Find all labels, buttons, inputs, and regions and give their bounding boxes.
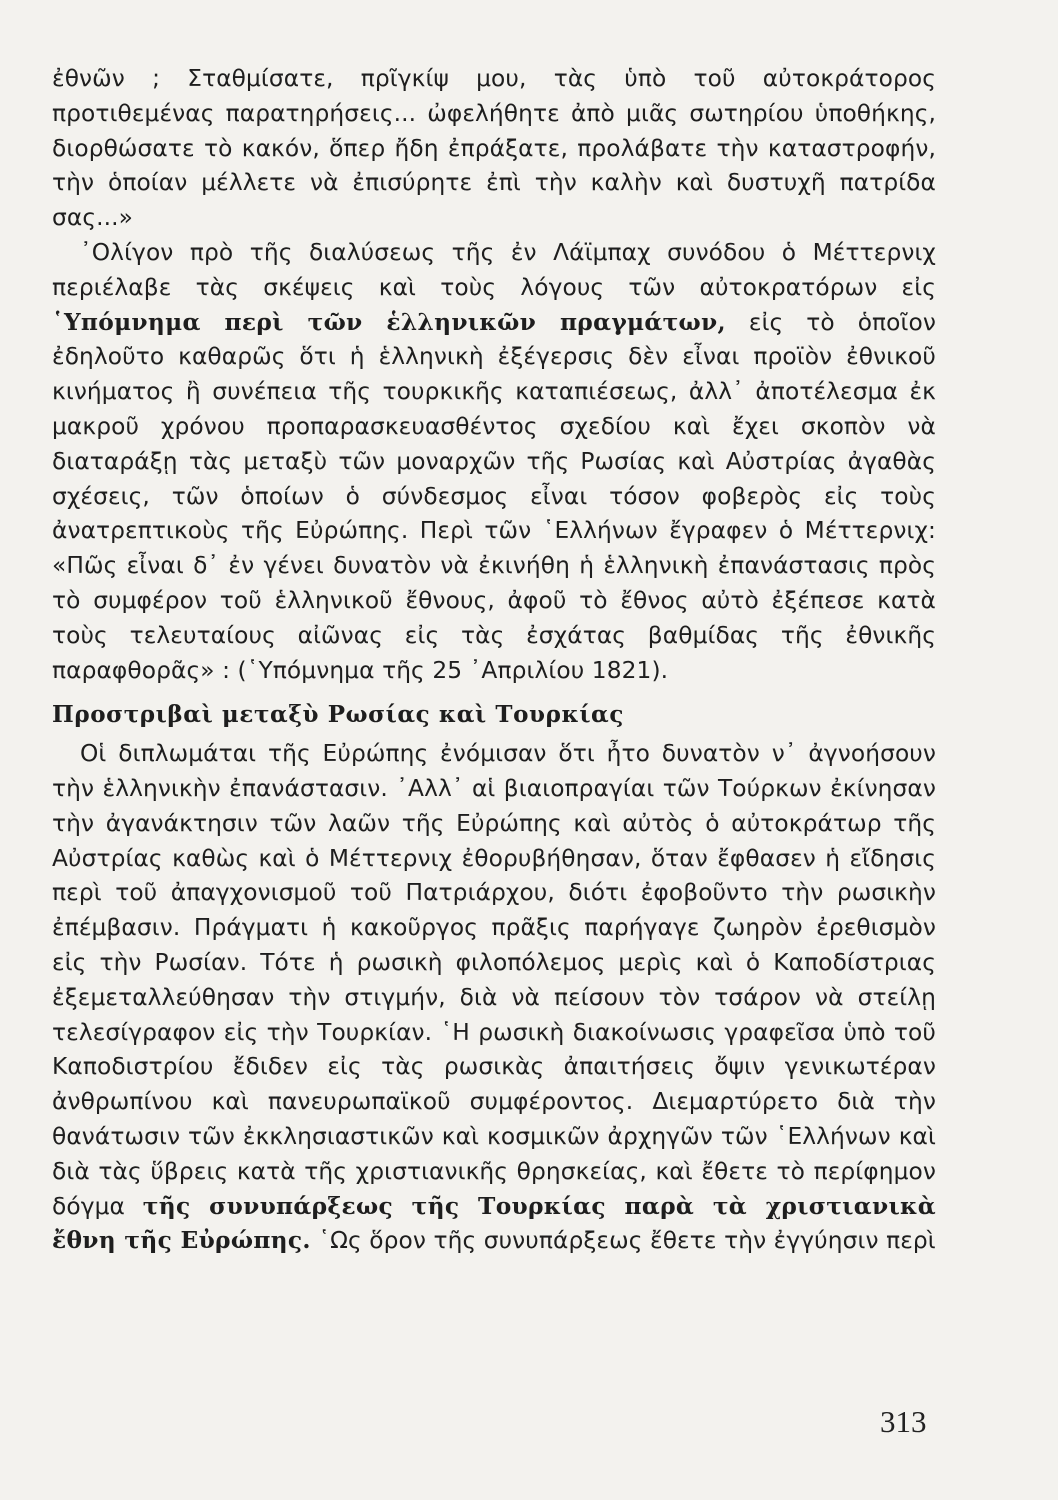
paragraph-2-text-b: εἰς τὸ ὁποῖον ἐδηλοῦτο καθαρῶς ὅτι ἡ ἑλληνικὴ ἐξέγερσις δὲν εἶναι προϊὸν ἐθνικοῦ κινήματος ἢ συνέπεια τῆς τουρκικῆς καταπιέσεως, ἀλλ᾿ ἀποτέλεσμα ἐκ μακροῦ χρόνου προπαρασκευασθέντος σχεδίου καὶ ἔχει σκοπὸν νὰ διαταράξῃ τὰς μεταξὺ τῶν μοναρχῶν τῆς Ρωσίας καὶ Αὐστρίας ἀγαθὰς σχέσεις, τῶν ὁποίων ὁ σύνδεσμος εἶναι τόσον φοβερὸς εἰς τοὺς ἀνατρεπτικοὺς τῆς Εὐρώπης. Περὶ τῶν ῾Ελλήνων ἔγραφεν ὁ Μέττερνιχ: «Πῶς εἶναι δ᾿ ἐν γένει δυνατὸν νὰ ἐκινήθη ἡ ἑλληνικὴ ἐπανάστασις πρὸς τὸ συμφέρον τοῦ ἑλληνικοῦ ἔθνους, ἀφοῦ τὸ ἔθνος αὐτὸ ἐξέπεσε κατὰ τοὺς τελευταίους αἰῶνας εἰς τὰς ἐσχάτας βαθμίδας τῆς ἐθνικῆς παραφθορᾶς» : (῾Υπόμνημα τῆς 25 ᾿Απριλίου 1821). bbox=[52, 308, 936, 684]
paragraph-3-text-b: ῾Ως ὅρον τῆς συνυπάρξεως ἔθετε τὴν ἐγγύησιν περὶ bbox=[310, 1227, 936, 1255]
paragraph-1: ἐθνῶν ; Σταθμίσατε, πρῖγκίψ μου, τὰς ὑπὸ τοῦ αὐτοκράτορος προτιθεμένας παρατηρήσεις... ὠφελήθητε ἀπὸ μιᾶς σωτηρίου ὑποθήκης, διορθώσατε τὸ κακόν, ὅπερ ἤδη ἐπράξατε, προλάβατε τὴν καταστροφήν, τὴν ὁποίαν μέλλετε νὰ ἐπισύρητε ἐπὶ τὴν καλὴν καὶ δυστυχῆ πατρίδα σας...» bbox=[52, 65, 936, 232]
page-body bbox=[52, 62, 936, 1259]
paragraph-2-text-a: ᾿Ολίγον πρὸ τῆς διαλύσεως τῆς ἐν Λάϊμπαχ συνόδου ὁ Μέττερνιχ περιέλαβε τὰς σκέψεις καὶ τοὺς λόγους τῶν αὐτοκρατόρων εἰς bbox=[52, 238, 936, 301]
paragraph-3 bbox=[52, 737, 936, 1259]
section-heading: Προστριβαὶ μεταξὺ Ρωσίας καὶ Τουρκίας bbox=[52, 701, 624, 729]
paragraph-3-text-a: Οἱ διπλωμάται τῆς Εὐρώπης ἐνόμισαν ὅτι ἦτο δυνατὸν ν᾿ ἀγνοήσουν τὴν ἑλληνικὴν ἐπανάστασιν. ᾿Αλλ᾿ αἱ βιαιοπραγίαι τῶν Τούρκων ἐκίνησαν τὴν ἀγανάκτησιν τῶν λαῶν τῆς Εὐρώπης καὶ αὐτὸς ὁ αὐτοκράτωρ τῆς Αὐστρίας καθὼς καὶ ὁ Μέττερνιχ ἐθορυβήθησαν, ὅταν ἔφθασεν ἡ εἴδησις περὶ τοῦ ἀπαγχονισμοῦ τοῦ Πατριάρχου, διότι ἐφοβοῦντο τὴν ρωσικὴν ἐπέμβασιν. Πράγματι ἡ κακοῦργος πρᾶξις παρήγαγε ζωηρὸν ἐρεθισμὸν εἰς τὴν Ρωσίαν. Τότε ἡ ρωσικὴ φιλοπόλεμος μερὶς καὶ ὁ Καποδίστριας ἐξεμεταλλεύθησαν τὴν στιγμήν, διὰ νὰ πείσουν τὸν τσάρον νὰ στείλῃ τελεσίγραφον εἰς τὴν Τουρκίαν. ῾Η ρωσικὴ διακοίνωσις γραφεῖσα ὑπὸ τοῦ Καποδιστρίου ἔδιδεν εἰς τὰς ρωσικὰς ἀπαιτήσεις ὄψιν γενικωτέραν ἀνθρωπίνου καὶ πανευρωπαϊκοῦ συμφέροντος. Διεμαρτύρετο διὰ τὴν θανάτωσιν τῶν ἐκκλησιαστικῶν καὶ κοσμικῶν ἀρχηγῶν τῶν ῾Ελλήνων καὶ διὰ τὰς ὕβρεις κατὰ τῆς χριστιανικῆς θρησκείας, καὶ ἔθετε τὸ περίφημον δόγμα bbox=[52, 740, 936, 1220]
coexistence-doctrine: τῆς συνυπάρξεως τῆς Τουρκίας παρὰ τὰ χριστιανικὰ ἔθνη τῆς Εὐρώπης. bbox=[52, 1192, 937, 1255]
page-number: 313 bbox=[880, 1404, 927, 1439]
memorandum-title: ῾Υπόμνημα περὶ τῶν ἑλληνικῶν πραγμάτων, bbox=[52, 308, 726, 336]
paragraph-2 bbox=[52, 236, 936, 688]
